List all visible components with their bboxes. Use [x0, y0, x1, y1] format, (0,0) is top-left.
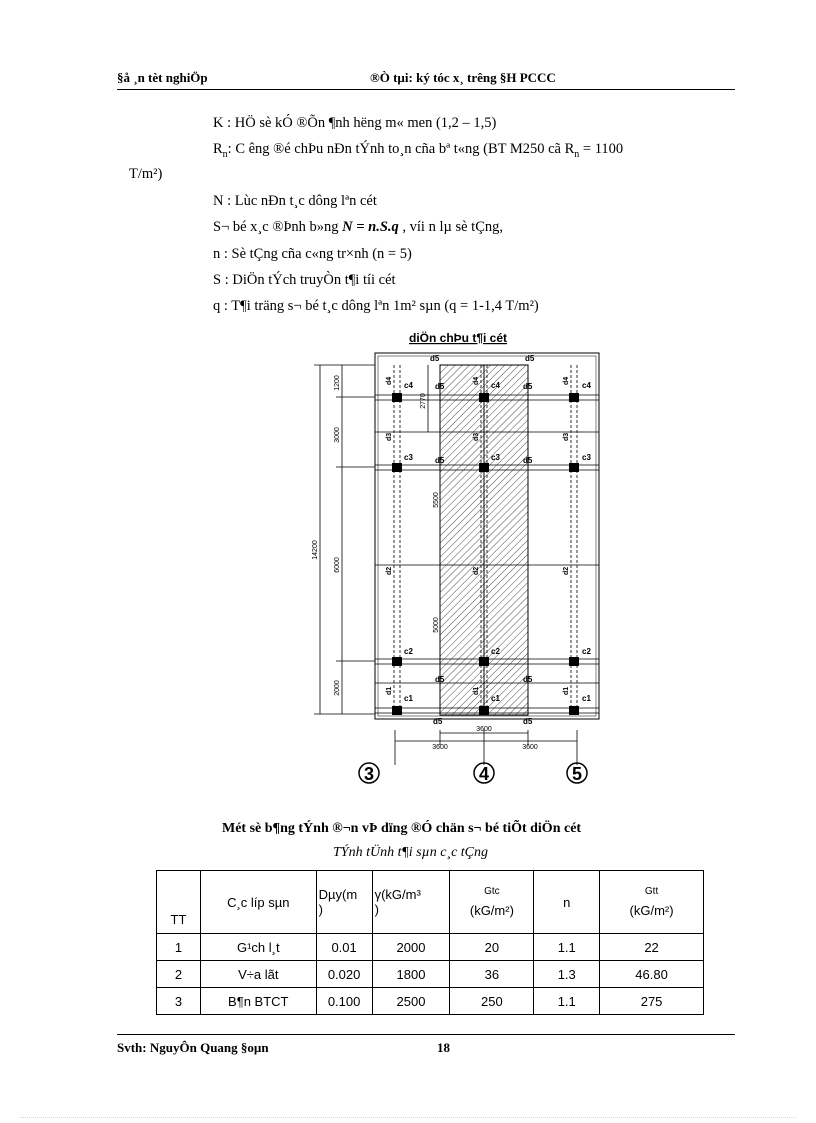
- cell-gtc: 250: [450, 988, 534, 1015]
- label-d2: d2: [473, 566, 480, 575]
- label-c2: c2: [491, 647, 500, 656]
- cell-layer: G¹ch l¸t: [200, 934, 316, 961]
- dim-3: 6000: [334, 557, 341, 573]
- cell-thickness: 0.01: [316, 934, 372, 961]
- header-left: §å ¸n tèt nghiÖp: [117, 70, 208, 85]
- cell-n: 1.3: [534, 961, 600, 988]
- label-c3: c3: [582, 453, 591, 462]
- dim-bottom-mid: 3600: [476, 726, 492, 733]
- label-d5: d5: [523, 717, 533, 726]
- header-gtc-a: Gtc: [484, 886, 500, 897]
- axis-4-label: 4: [478, 764, 490, 784]
- label-d2: d2: [386, 566, 393, 575]
- column-c2-right: [569, 657, 579, 666]
- label-c2: c2: [404, 647, 413, 656]
- rn-symbol: R: [213, 141, 223, 157]
- dead-load-table: [156, 870, 704, 1015]
- label-d5: d5: [523, 382, 533, 391]
- rn-description: : C êng ®é chÞu nÐn tÝnh to¸n cña bª t«ng (BT M250 cã R: [227, 141, 575, 157]
- cell-n: 1.1: [534, 988, 600, 1015]
- cell-gtc: 20: [450, 934, 534, 961]
- dimension-lines-bottom: [395, 730, 577, 765]
- cell-gamma: 2000: [372, 934, 450, 961]
- header-gtc: [450, 871, 534, 934]
- label-d1: d1: [386, 686, 393, 695]
- rn-subscript: n: [222, 148, 228, 160]
- column-c3-mid: [479, 463, 489, 472]
- text-rn: [213, 141, 623, 160]
- dimension-lines-left: [314, 365, 428, 714]
- header-gamma: [372, 871, 450, 934]
- page-edge: [20, 1117, 796, 1118]
- cell-gtt: 275: [600, 988, 704, 1015]
- column-c3-left: [392, 463, 402, 472]
- footer-author: Svth: NguyÔn Quang §oµn: [117, 1040, 269, 1055]
- label-d3: d3: [473, 432, 480, 441]
- text-s2: S : DiÖn tÝch truyÒn t¶i tíi cét: [213, 272, 396, 288]
- cell-tt: 3: [157, 988, 201, 1015]
- header-thickness: [316, 871, 372, 934]
- table-row: [157, 988, 704, 1015]
- column-c4-left: [392, 393, 402, 402]
- label-d4: d4: [563, 376, 570, 385]
- footer-rule: [117, 1034, 735, 1035]
- header-rule: [117, 89, 735, 90]
- label-d5: d5: [430, 354, 440, 363]
- label-c3: c3: [404, 453, 413, 462]
- label-c4: c4: [491, 381, 500, 390]
- dim-total: 14200: [312, 540, 319, 560]
- header-thickness-b: ): [318, 902, 323, 917]
- label-d5: d5: [525, 354, 535, 363]
- label-d3: d3: [563, 432, 570, 441]
- dim-0: 1200: [334, 375, 341, 391]
- header-right: ®Ò tµi: ký tóc x¸ trêng §H PCCC: [370, 70, 556, 85]
- label-d5: d5: [435, 456, 445, 465]
- header-layer: C¸c líp sµn: [200, 871, 316, 934]
- page-number: 18: [437, 1040, 450, 1055]
- header-n: n: [534, 871, 600, 934]
- column-c2-mid: [479, 657, 489, 666]
- formula-intro: S¬ bé x¸c ®Þnh b»ng: [213, 219, 343, 235]
- text-n2: n : Sè tÇng cña c«ng tr×nh (n = 5): [213, 246, 412, 262]
- dim-2770: 2770: [420, 393, 427, 409]
- drawing-title: diÖn chÞu t¶i cét: [408, 331, 508, 345]
- label-d5: d5: [435, 675, 445, 684]
- label-d1: d1: [473, 686, 480, 695]
- label-c4: c4: [404, 381, 413, 390]
- dimension-labels-bottom: [432, 726, 538, 751]
- label-c4: c4: [582, 381, 591, 390]
- formula: N = n.S.q: [342, 219, 399, 235]
- cell-tt: 1: [157, 934, 201, 961]
- label-d5: d5: [433, 717, 443, 726]
- cell-n: 1.1: [534, 934, 600, 961]
- column-c1-right: [569, 706, 579, 715]
- cell-gtt: 22: [600, 934, 704, 961]
- cell-thickness: 0.020: [316, 961, 372, 988]
- text-s-formula: [213, 219, 503, 236]
- section-subtitle: TÝnh tÜnh t¶i sµn c¸c tÇng: [333, 845, 489, 860]
- label-d4: d4: [473, 376, 480, 385]
- label-c1: c1: [404, 694, 413, 703]
- cell-layer: B¶n BTCT: [200, 988, 316, 1015]
- dim-bottom-1: 3600: [522, 744, 538, 751]
- table-row: [157, 961, 704, 988]
- header-gtt-a: Gtt: [644, 886, 659, 897]
- column-c2-left: [392, 657, 402, 666]
- label-c2: c2: [582, 647, 591, 656]
- text-k: K : HÖ sè kÓ ®Õn ¶nh hëng m« men (1,2 – 1,5): [213, 115, 497, 131]
- cell-layer: V÷a lãt: [200, 961, 316, 988]
- label-d5: d5: [435, 382, 445, 391]
- dim-1: 3000: [334, 427, 341, 443]
- label-d3: d3: [386, 432, 393, 441]
- column-c3-right: [569, 463, 579, 472]
- header-tt: TT: [157, 871, 201, 934]
- dim-4: 5000: [433, 617, 440, 633]
- header-gtt: [600, 871, 704, 934]
- label-d2: d2: [563, 566, 570, 575]
- axis-5-label: 5: [571, 764, 583, 784]
- header-gamma-a: γ(kG/m³: [374, 887, 421, 902]
- rn-subscript-2: n: [574, 148, 580, 160]
- label-d1: d1: [563, 686, 570, 695]
- header-gtc-b: (kG/m²): [469, 903, 514, 918]
- header-gamma-b: ): [374, 902, 379, 917]
- cell-gamma: 1800: [372, 961, 450, 988]
- cell-gamma: 2500: [372, 988, 450, 1015]
- dim-2: 5500: [433, 492, 440, 508]
- axis-markers: [359, 763, 587, 784]
- column-c1-mid: [479, 706, 489, 715]
- text-rn-unit: T/m²): [129, 166, 163, 182]
- cell-gtt: 46.80: [600, 961, 704, 988]
- cell-thickness: 0.100: [316, 988, 372, 1015]
- dim-bottom-0: 3600: [432, 744, 448, 751]
- section-title: Mét sè b¶ng tÝnh ®¬n vÞ dïng ®Ó chän s¬ bé tiÕt diÖn cét: [222, 821, 582, 836]
- label-c1: c1: [491, 694, 500, 703]
- header-thickness-a: Dµy(m: [318, 887, 358, 902]
- load-area-drawing: [290, 325, 620, 795]
- label-d5: d5: [523, 456, 533, 465]
- formula-tail: , víi n lµ sè tÇng,: [398, 219, 503, 235]
- text-n: N : Lùc nÐn t¸c dông lªn cét: [213, 193, 377, 209]
- column-c1-left: [392, 706, 402, 715]
- cell-tt: 2: [157, 961, 201, 988]
- header-gtt-b: (kG/m²): [629, 903, 674, 918]
- table-row: [157, 934, 704, 961]
- axis-3-label: 3: [363, 764, 375, 784]
- rn-value: = 1100: [579, 141, 624, 157]
- text-q: q : T¶i träng s¬ bé t¸c dông lªn 1m² sµn (q = 1-1,4 T/m²): [213, 298, 539, 314]
- label-d5: d5: [523, 675, 533, 684]
- table-header-row: [157, 871, 704, 934]
- cell-gtc: 36: [450, 961, 534, 988]
- column-c4-mid: [479, 393, 489, 402]
- dimension-labels-left: [312, 375, 440, 696]
- label-c1: c1: [582, 694, 591, 703]
- label-d4: d4: [386, 376, 393, 385]
- column-c4-right: [569, 393, 579, 402]
- label-c3: c3: [491, 453, 500, 462]
- dim-5: 2000: [334, 680, 341, 696]
